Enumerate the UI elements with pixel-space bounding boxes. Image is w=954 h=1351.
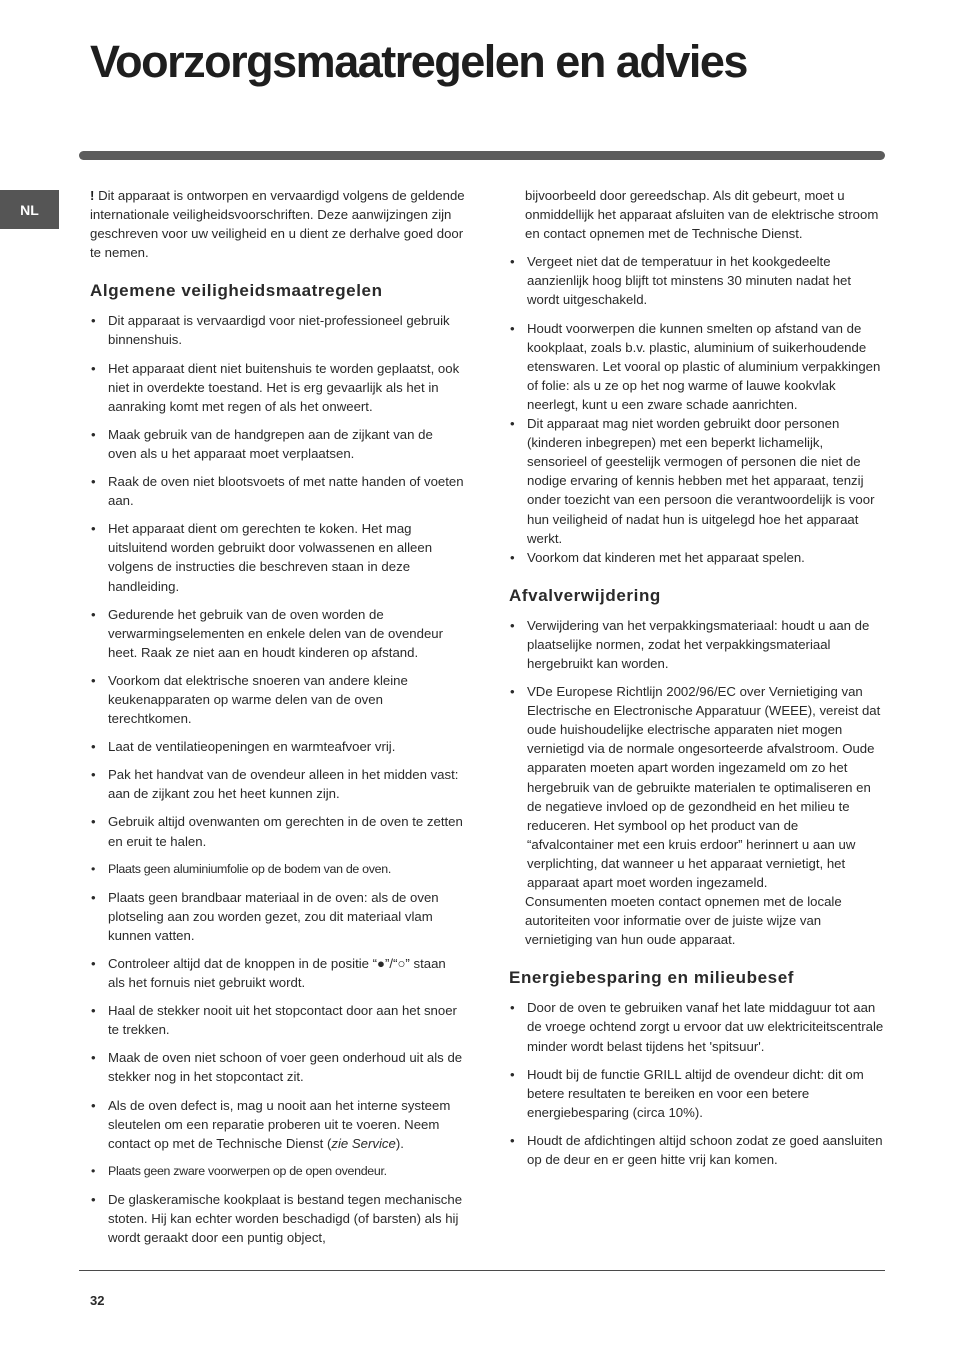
bullet-icon: • — [510, 416, 515, 432]
list-item — [90, 671, 465, 728]
section-heading-general: Algemene veiligheidsmaatregelen — [90, 281, 383, 301]
list-item — [509, 319, 885, 414]
bullet-icon: • — [91, 767, 96, 783]
disposal-note: Consumenten moeten contact opnemen met de locale autoriteiten voor informatie over de juiste wijze van vernietiging van hun oude apparaat. — [525, 894, 842, 948]
list-item — [509, 414, 885, 548]
list-item — [90, 425, 465, 463]
list-item-text: Plaats geen zware voorwerpen op de open ovendeur. — [108, 1163, 387, 1178]
bullet-icon: • — [91, 606, 96, 622]
list-item — [509, 548, 885, 567]
list-item-text: Plaats geen brandbaar materiaal in de oven: als de oven plotseling aan zou worden gezet, zou dit materiaal vlam kunnen vatten. — [108, 889, 439, 943]
intro-paragraph — [90, 186, 465, 262]
page-title: Voorzorgsmaatregelen en advies — [90, 36, 747, 87]
general-safety-list-continued — [509, 252, 885, 567]
list-item — [509, 682, 885, 892]
bullet-icon: • — [91, 956, 96, 971]
title-divider — [79, 151, 885, 160]
general-safety-list — [90, 311, 465, 1247]
list-item-text: Maak gebruik van de handgrepen aan de zijkant van de oven als u het apparaat moet verplaatsen. — [108, 426, 433, 461]
list-item-text: Het apparaat dient om gerechten te koken. Het mag uitsluitend worden gebruikt door volwassenen en alleen volgens de instructies die beschreven staan in deze handleiding. — [108, 521, 433, 594]
bullet-icon: • — [91, 814, 96, 830]
list-item — [90, 472, 465, 510]
list-item — [90, 605, 465, 662]
list-item — [509, 1131, 885, 1169]
list-item-text: Dit apparaat is vervaardigd voor niet-professioneel gebruik binnenshuis. — [108, 313, 450, 348]
bullet-icon: • — [510, 684, 515, 700]
service-reference-close: ). — [395, 1135, 404, 1151]
list-item — [509, 252, 885, 309]
list-item — [509, 1065, 885, 1122]
bullet-icon: • — [91, 313, 96, 329]
list-item-text: Dit apparaat mag niet worden gebruikt door personen (kinderen inbegrepen) met een beperkt lichamelijk, sensorieel of geestelijk vermogen of personen die niet de nodige ervaring of kennis hebben met het apparaat, tenzij onder toezicht van een persoon die verantwoordelijk is voor hun veiligheid of nadat hun is uitgelegd hoe het apparaat werkt. — [527, 416, 875, 546]
list-item-text: Houdt de afdichtingen altijd schoon zodat ze goed aansluiten op de deur en er geen hitte vrij kan komen. — [527, 1132, 883, 1168]
list-item — [90, 765, 465, 803]
bullet-icon: • — [510, 1000, 515, 1016]
bullet-icon: • — [91, 521, 96, 537]
list-item-text: Haal de stekker nooit uit het stopcontact door aan het snoer te trekken. — [108, 1003, 457, 1038]
list-item-text: Laat de ventilatieopeningen en warmteafvoer vrij. — [108, 739, 396, 755]
section-heading-disposal: Afvalverwijdering — [509, 585, 661, 605]
list-item — [90, 1048, 465, 1086]
bullet-icon: • — [510, 549, 515, 565]
left-column — [90, 186, 465, 1247]
section-heading-energy: Energiebesparing en milieubesef — [509, 968, 795, 988]
list-item-text: Vergeet niet dat de temperatuur in het kookgedeelte aanzienlijk hoog blijft tot minstens 30 minuten nadat het wordt uitgeschakeld. — [527, 254, 852, 308]
language-tab: NL — [0, 190, 59, 229]
bullet-icon: • — [91, 889, 96, 905]
list-item — [90, 1096, 465, 1153]
warning-icon: ! — [90, 188, 95, 203]
list-item-text: Pak het handvat van de ovendeur alleen in het midden vast: aan de zijkant zou het heet kunnen zijn. — [108, 767, 459, 802]
disposal-list — [509, 616, 885, 892]
bullet-icon: • — [91, 1097, 96, 1113]
list-item-text: De glaskeramische kookplaat is bestand tegen mechanische stoten. Hij kan echter worden beschadigd (of barsten) als hij wordt geraakt door een puntig object, — [108, 1191, 463, 1246]
list-item-text: Houdt bij de functie GRILL altijd de ovendeur dicht: dit om betere resultaten te bereiken en voor een betere energiebesparing (circa 10%). — [527, 1066, 864, 1120]
list-item — [90, 519, 465, 595]
bullet-icon: • — [91, 861, 96, 876]
list-item-text: Houdt voorwerpen die kunnen smelten op afstand van de kookplaat, zoals b.v. plastic, aluminium of suikerhoudende etenswaren. Let vooral op plastic of aluminium verpakkingen of folie: als u ze op het nog warme of lauwe kookvlak neerlegt, kunt u een zware schade aanrichten. — [527, 320, 881, 412]
list-item-text: Plaats geen aluminiumfolie op de bodem van de oven. — [108, 861, 391, 876]
bullet-icon: • — [91, 1003, 96, 1019]
bullet-icon: • — [91, 426, 96, 442]
bullet-icon: • — [91, 1163, 96, 1178]
list-item-text: Door de oven te gebruiken vanaf het late middaguur tot aan de vroege ochtend zorgt u ervoor dat uw elektriciteitscentrale minder wordt belast tijdens het 'spitsuur'. — [527, 1000, 884, 1054]
list-item — [509, 616, 885, 673]
list-item-text: Het apparaat dient niet buitenshuis te worden geplaatst, ook niet in overdekte toestand. Het is erg gevaarlijk als het in aanraking komt met regen of als het onweert. — [108, 360, 460, 414]
list-item-text: Gebruik altijd ovenwanten om gerechten in de oven te zetten en eruit te halen. — [108, 814, 463, 849]
bullet-icon: • — [510, 1132, 515, 1148]
list-item — [90, 737, 465, 756]
list-item-text: VDe Europese Richtlijn 2002/96/EC over Vernietiging van Electrische en Electronische Apparatuur (WEEE), vereist dat oude huishoudelijke electrische apparaten niet mogen vernietigd via de normale ongesorteerde afvalstroom. Oude apparaten moeten apart worden ingezameld om zo het hergebruik van de gebruikte materialen te optimaliseren en de negatieve invloed op de gezondheid en het milieu te reduceren. Het symbool op het product van de “afvalcontainer met een kruis erdoor” herinnert u aan uw verplichting, dat wanneer u het apparaat vernietigt, het apparaat apart moet worden ingezameld. — [527, 684, 881, 890]
list-item — [90, 1001, 465, 1039]
bullet-icon: • — [91, 474, 96, 490]
list-item — [90, 359, 465, 416]
list-item — [90, 311, 465, 349]
list-item-text: Voorkom dat elektrische snoeren van andere kleine keukenapparaten op warme delen van de oven terechtkomen. — [108, 672, 408, 727]
bullet-icon: • — [91, 1050, 96, 1066]
page-number: 32 — [90, 1293, 105, 1308]
bullet-icon: • — [91, 1191, 96, 1207]
continued-text: bijvoorbeeld door gereedschap. Als dit gebeurt, moet u onmiddellijk het apparaat afsluiten van de elektrische stroom en contact opnemen met de Technische Dienst. — [525, 188, 879, 242]
bullet-icon: • — [91, 672, 96, 688]
list-item-text: Voorkom dat kinderen met het apparaat spelen. — [527, 549, 805, 565]
list-item — [90, 888, 465, 945]
list-item — [90, 1162, 465, 1181]
bullet-icon: • — [510, 617, 515, 633]
footer-divider — [79, 1270, 885, 1271]
bullet-icon: • — [510, 320, 515, 336]
list-item-text: Als de oven defect is, mag u nooit aan het interne systeem sleutelen om een reparatie proberen uit te voeren. Neem contact op met de Technische Dienst ( — [108, 1097, 451, 1151]
list-item — [90, 1190, 465, 1247]
bullet-icon: • — [91, 739, 96, 755]
right-column — [509, 186, 885, 1169]
list-item-text: Gedurende het gebruik van de oven worden de verwarmingselementen en enkele delen van de ovendeur heet. Raak ze niet aan en houdt kinderen op afstand. — [108, 606, 444, 660]
list-item — [509, 998, 885, 1055]
list-item-text: Controleer altijd dat de knoppen in de positie “●”/“○” staan als het fornuis niet gebruikt wordt. — [108, 956, 446, 991]
bullet-icon: • — [510, 1066, 515, 1082]
list-item-text: Raak de oven niet blootsvoets of met natte handen of voeten aan. — [108, 474, 464, 509]
list-item — [90, 954, 465, 992]
bullet-icon: • — [510, 254, 515, 270]
intro-text: Dit apparaat is ontworpen en vervaardigd volgens de geldende internationale veiligheidsvoorschriften. Deze aanwijzingen zijn geschreven voor uw veiligheid en u dient ze derhalve goed door te nemen. — [90, 188, 465, 261]
list-item-text: Verwijdering van het verpakkingsmateriaal: houdt u aan de plaatselijke normen, zodat het verpakkingsmateriaal hergebruikt kan worden. — [527, 617, 870, 671]
list-item-text: Maak de oven niet schoon of voer geen onderhoud uit als de stekker nog in het stopcontact zit. — [108, 1050, 463, 1085]
bullet-icon: • — [91, 360, 96, 376]
energy-list — [509, 998, 885, 1169]
list-item — [90, 812, 465, 850]
list-item — [90, 860, 465, 879]
service-reference: zie Service — [331, 1135, 396, 1151]
